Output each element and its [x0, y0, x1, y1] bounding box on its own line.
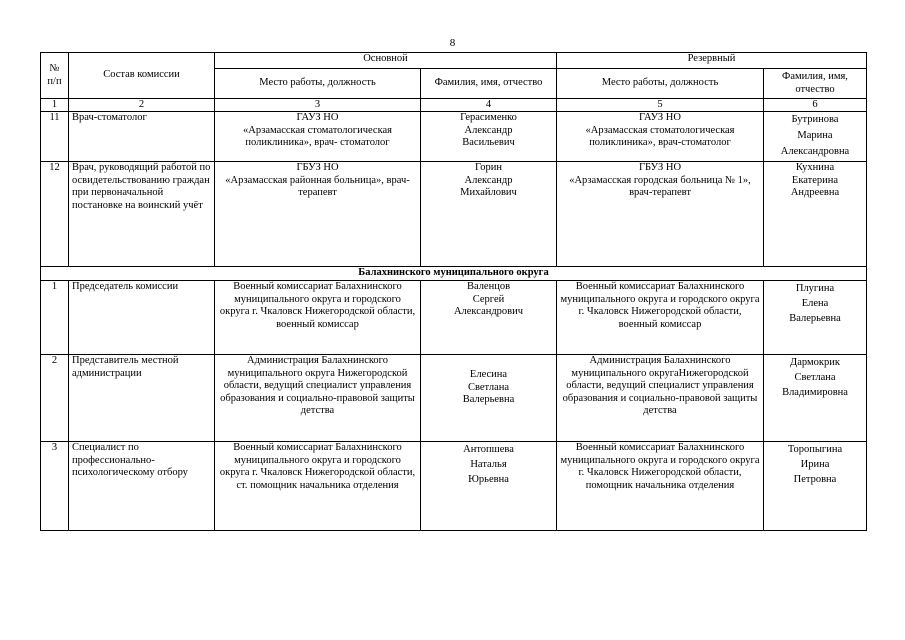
- main-name: Елесина Светлана Валерьевна: [421, 355, 557, 442]
- member-role: Врач, руководящий работой по освидетельствованию граждан при первоначальной постановке на воинский учёт: [69, 162, 215, 267]
- member-role: Представитель местной администрации: [69, 355, 215, 442]
- column-number: 3: [215, 99, 421, 112]
- header-reserve-workplace: Место работы, должность: [557, 69, 764, 99]
- reserve-workplace: Администрация Балахнинского муниципального округаНижегородской области, ведущий специалист управления образования и социально-правовой защиты детства: [557, 355, 764, 442]
- header-main: Основной: [215, 53, 557, 69]
- column-number: 6: [764, 99, 867, 112]
- main-name: Горин Александр Михайлович: [421, 162, 557, 267]
- header-main-fio: Фамилия, имя, отчество: [421, 69, 557, 99]
- member-role: Председатель комиссии: [69, 281, 215, 355]
- main-name: Антопшева Наталья Юрьевна: [421, 442, 557, 531]
- column-number: 5: [557, 99, 764, 112]
- main-workplace: ГБУЗ НО «Арзамасская районная больница», врач-терапевт: [215, 162, 421, 267]
- reserve-name: Бутринова Марина Александровна: [764, 112, 867, 162]
- table-row: [41, 281, 867, 355]
- row-number: 1: [41, 281, 69, 355]
- column-number-row: [41, 99, 867, 112]
- reserve-workplace: ГБУЗ НО «Арзамасская городская больница № 1», врач-терапевт: [557, 162, 764, 267]
- main-workplace: Военный комиссариат Балахнинского муниципального округа и городского округа г. Чкаловск Нижегородской области, ст. помощник начальника отделения: [215, 442, 421, 531]
- header-num: № п/п: [41, 53, 69, 99]
- reserve-name: Торопыгина Ирина Петровна: [764, 442, 867, 531]
- main-workplace: Администрация Балахнинского муниципального округа Нижегородской области, ведущий специалист управления образования и социально-правовой защиты детства: [215, 355, 421, 442]
- row-number: 2: [41, 355, 69, 442]
- column-number: 1: [41, 99, 69, 112]
- header-main-workplace: Место работы, должность: [215, 69, 421, 99]
- table-row: [41, 355, 867, 442]
- column-number: 2: [69, 99, 215, 112]
- member-role: Специалист по профессионально-психологическому отбору: [69, 442, 215, 531]
- main-name: Валенцов Сергей Александрович: [421, 281, 557, 355]
- member-role: Врач-стоматолог: [69, 112, 215, 162]
- main-workplace: Военный комиссариат Балахнинского муниципального округа и городского округа г. Чкаловск Нижегородской области, военный комиссар: [215, 281, 421, 355]
- table-row: [41, 162, 867, 267]
- reserve-workplace: Военный комиссариат Балахнинского муниципального округа и городского округа г. Чкаловск Нижегородской области, помощник начальника отделения: [557, 442, 764, 531]
- reserve-workplace: ГАУЗ НО «Арзамасская стоматологическая поликлиника», врач-стоматолог: [557, 112, 764, 162]
- header-reserve-fio: Фамилия, имя, отчество: [764, 69, 867, 99]
- reserve-name: Дармокрик Светлана Владимировна: [764, 355, 867, 442]
- header-composition: Состав комиссии: [69, 53, 215, 99]
- reserve-name: Плугина Елена Валерьевна: [764, 281, 867, 355]
- section-title: Балахнинского муниципального округа: [41, 267, 867, 281]
- header-reserve: Резервный: [557, 53, 867, 69]
- row-number: 12: [41, 162, 69, 267]
- header-row-1: [41, 53, 867, 69]
- table-row: [41, 112, 867, 162]
- table-row: [41, 442, 867, 531]
- row-number: 11: [41, 112, 69, 162]
- section-row: [41, 267, 867, 281]
- reserve-workplace: Военный комиссариат Балахнинского муниципального округа и городского округа г. Чкаловск Нижегородской области, военный комиссар: [557, 281, 764, 355]
- main-workplace: ГАУЗ НО «Арзамасская стоматологическая поликлиника», врач- стоматолог: [215, 112, 421, 162]
- main-name: Герасименко Александр Васильевич: [421, 112, 557, 162]
- page-number: 8: [449, 37, 456, 49]
- reserve-name: Кухнина Екатерина Андреевна: [764, 162, 867, 267]
- column-number: 4: [421, 99, 557, 112]
- commission-table: [40, 52, 867, 531]
- row-number: 3: [41, 442, 69, 531]
